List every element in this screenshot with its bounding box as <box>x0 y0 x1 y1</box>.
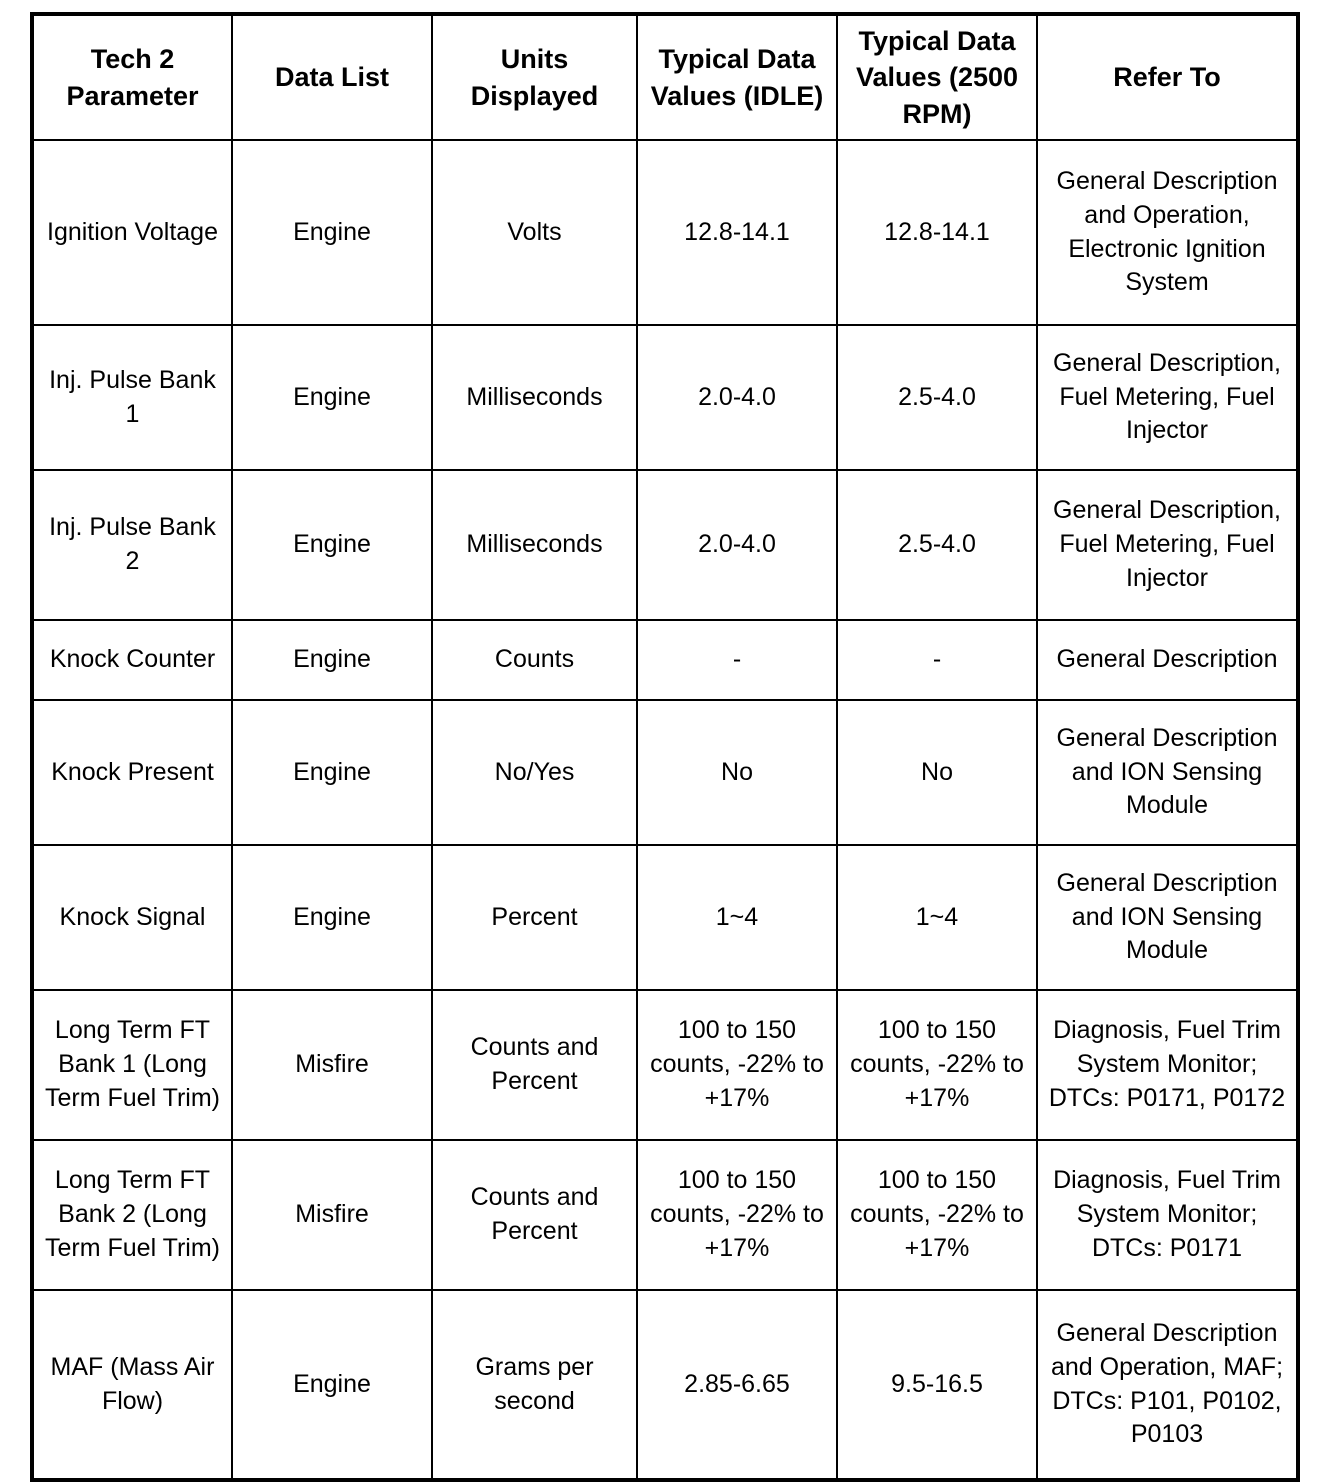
cell-units: Grams per second <box>432 1290 637 1480</box>
cell-parameter: Inj. Pulse Bank 2 <box>32 470 232 620</box>
cell-data-list: Engine <box>232 470 432 620</box>
cell-units: Counts and Percent <box>432 1140 637 1290</box>
cell-2500rpm-value: - <box>837 620 1037 700</box>
cell-units: No/Yes <box>432 700 637 845</box>
cell-refer-to: General Description <box>1037 620 1298 700</box>
table-row <box>32 325 1298 470</box>
table-row <box>32 140 1298 325</box>
cell-2500rpm-value: 2.5-4.0 <box>837 325 1037 470</box>
cell-data-list: Engine <box>232 1290 432 1480</box>
cell-idle-value: 2.0-4.0 <box>637 470 837 620</box>
column-header-parameter: Tech 2 Parameter <box>32 14 232 140</box>
cell-units: Counts <box>432 620 637 700</box>
cell-parameter: Long Term FT Bank 2 (Long Term Fuel Trim) <box>32 1140 232 1290</box>
column-header-idle-values: Typical Data Values (IDLE) <box>637 14 837 140</box>
cell-refer-to: Diagnosis, Fuel Trim System Monitor; DTCs: P0171, P0172 <box>1037 990 1298 1140</box>
cell-data-list: Engine <box>232 325 432 470</box>
cell-data-list: Engine <box>232 700 432 845</box>
cell-data-list: Engine <box>232 140 432 325</box>
table-row <box>32 845 1298 990</box>
cell-idle-value: No <box>637 700 837 845</box>
column-header-data-list: Data List <box>232 14 432 140</box>
cell-refer-to: General Description and Operation, MAF; DTCs: P101, P0102, P0103 <box>1037 1290 1298 1480</box>
column-header-units: Units Displayed <box>432 14 637 140</box>
cell-units: Percent <box>432 845 637 990</box>
cell-idle-value: 1~4 <box>637 845 837 990</box>
table-row <box>32 1290 1298 1480</box>
cell-2500rpm-value: 9.5-16.5 <box>837 1290 1037 1480</box>
cell-idle-value: 100 to 150 counts, -22% to +17% <box>637 1140 837 1290</box>
table-row <box>32 1140 1298 1290</box>
cell-parameter: Knock Counter <box>32 620 232 700</box>
table-row <box>32 700 1298 845</box>
tech2-parameter-table <box>30 12 1300 1482</box>
cell-2500rpm-value: 12.8-14.1 <box>837 140 1037 325</box>
cell-parameter: MAF (Mass Air Flow) <box>32 1290 232 1480</box>
cell-2500rpm-value: 100 to 150 counts, -22% to +17% <box>837 1140 1037 1290</box>
table-row <box>32 620 1298 700</box>
cell-units: Milliseconds <box>432 470 637 620</box>
cell-refer-to: General Description and ION Sensing Module <box>1037 845 1298 990</box>
cell-parameter: Knock Signal <box>32 845 232 990</box>
cell-2500rpm-value: 2.5-4.0 <box>837 470 1037 620</box>
table-row <box>32 470 1298 620</box>
cell-idle-value: 2.0-4.0 <box>637 325 837 470</box>
table-row <box>32 990 1298 1140</box>
cell-units: Volts <box>432 140 637 325</box>
cell-refer-to: General Description and Operation, Electronic Ignition System <box>1037 140 1298 325</box>
cell-idle-value: 100 to 150 counts, -22% to +17% <box>637 990 837 1140</box>
cell-2500rpm-value: 1~4 <box>837 845 1037 990</box>
cell-2500rpm-value: 100 to 150 counts, -22% to +17% <box>837 990 1037 1140</box>
cell-idle-value: 2.85-6.65 <box>637 1290 837 1480</box>
cell-data-list: Misfire <box>232 990 432 1140</box>
cell-parameter: Long Term FT Bank 1 (Long Term Fuel Trim) <box>32 990 232 1140</box>
cell-refer-to: General Description, Fuel Metering, Fuel Injector <box>1037 325 1298 470</box>
cell-units: Counts and Percent <box>432 990 637 1140</box>
column-header-refer-to: Refer To <box>1037 14 1298 140</box>
cell-units: Milliseconds <box>432 325 637 470</box>
cell-idle-value: - <box>637 620 837 700</box>
header-row <box>32 14 1298 140</box>
column-header-2500rpm-values: Typical Data Values (2500 RPM) <box>837 14 1037 140</box>
cell-data-list: Engine <box>232 620 432 700</box>
cell-2500rpm-value: No <box>837 700 1037 845</box>
cell-parameter: Ignition Voltage <box>32 140 232 325</box>
cell-idle-value: 12.8-14.1 <box>637 140 837 325</box>
cell-parameter: Knock Present <box>32 700 232 845</box>
cell-refer-to: General Description and ION Sensing Module <box>1037 700 1298 845</box>
cell-refer-to: General Description, Fuel Metering, Fuel Injector <box>1037 470 1298 620</box>
cell-parameter: Inj. Pulse Bank 1 <box>32 325 232 470</box>
cell-data-list: Misfire <box>232 1140 432 1290</box>
cell-data-list: Engine <box>232 845 432 990</box>
cell-refer-to: Diagnosis, Fuel Trim System Monitor; DTCs: P0171 <box>1037 1140 1298 1290</box>
